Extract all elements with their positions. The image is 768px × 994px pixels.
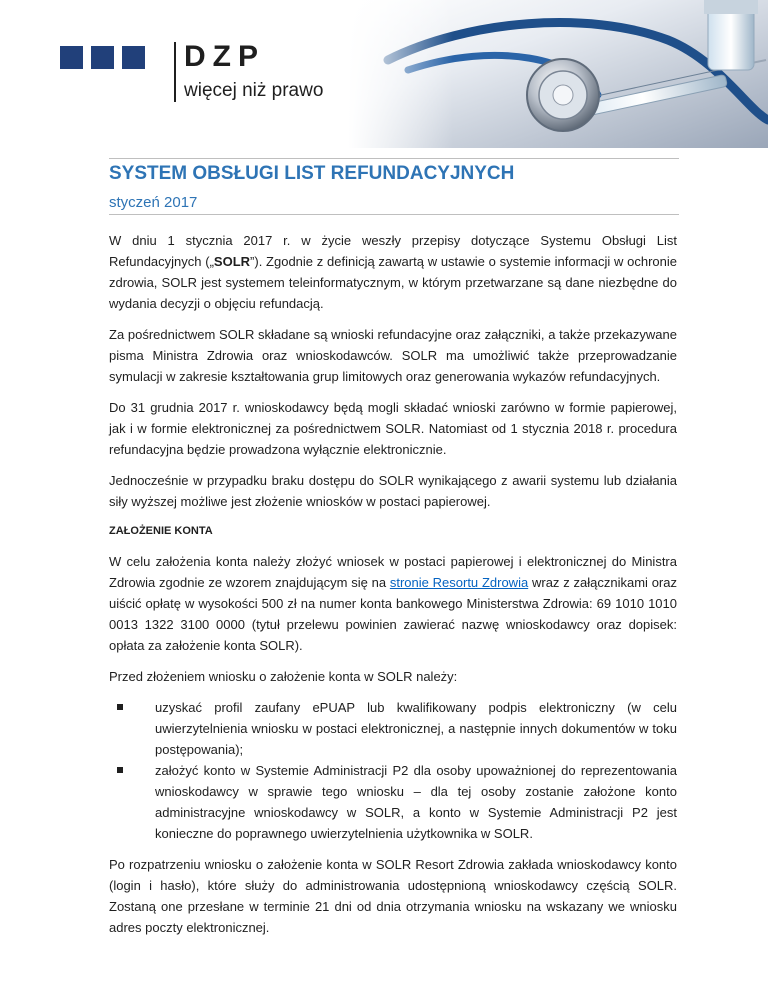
section-paragraph-2: Przed złożeniem wniosku o założenie konta w SOLR należy: — [109, 669, 458, 684]
section-text: wraz z załącznikami oraz uiścić opłatę w wysokości 500 zł na numer konta bankowego Ministerstwa Zdrowia: 69 1010 1010 0013 1322 3100 0000 (tytuł przelewu powinien zawierać nazwę wnioskodawcy oraz dopisek: opłata za założenie konta SOLR). — [109, 575, 677, 653]
header-photo-stethoscope — [348, 0, 768, 148]
section-text: W celu założenia konta należy złożyć wniosek w postaci papierowej i elektronicznej do Ministra Zdrowia zgodnie ze wzorem znajdującym się na — [109, 554, 677, 590]
logo-square-icon — [60, 46, 83, 69]
page-date: styczeń 2017 — [109, 194, 198, 211]
intro-paragraph-2: Za pośrednictwem SOLR składane są wnioski refundacyjne oraz załączniki, a także przekazywane pisma Ministra Zdrowia oraz wnioskodawców. SOLR ma umożliwić także przeprowadzanie symulacji w zakresie kształtowania grup limitowych oraz generowania wykazów refundacyjnych. — [109, 327, 677, 384]
intro-paragraph-4: Jednocześnie w przypadku braku dostępu do SOLR wynikającego z awarii systemu lub działania siły wyższej możliwe jest złożenie wniosków w postaci papierowej. — [109, 473, 677, 509]
solr-abbreviation: SOLR — [213, 254, 251, 269]
stethoscope-illustration-icon — [348, 0, 768, 148]
title-divider-bottom — [109, 214, 679, 215]
square-bullet-icon — [117, 704, 123, 710]
intro-text: W dniu 1 stycznia 2017 r. w życie weszły przepisy dotyczące Systemu Obsługi List Refundacyjnych („ — [109, 233, 677, 269]
section-paragraph-3: Po rozpatrzeniu wniosku o założenie konta w SOLR Resort Zdrowia zakłada wnioskodawcy konto (login i hasło), które służy do administrowania udostępnioną wnioskodawcy częścią SOLR. Zostaną one przesłane w terminie 21 dni od dnia otrzymania wniosku na wskazany we wniosku adres poczty elektronicznej. — [109, 857, 677, 935]
section-heading: ZAŁOŻENIE KONTA — [109, 525, 213, 537]
logo-square-icon — [122, 46, 145, 69]
logo-divider — [174, 42, 176, 102]
page-title: SYSTEM OBSŁUGI LIST REFUNDACYJNYCH — [109, 163, 515, 184]
logo-tagline: więcej niż prawo — [184, 80, 324, 101]
list-item-text: uzyskać profil zaufany ePUAP lub kwalifikowany podpis elektroniczny (w celu uwierzytelnienia wniosku w postaci elektronicznej, a następnie innych dokumentów w toku postępowania); — [155, 700, 677, 757]
intro-paragraph-3: Do 31 grudnia 2017 r. wnioskodawcy będą mogli składać wnioski zarówno w formie papierowej, jak i w formie elektronicznej za pośrednictwem SOLR. Natomiast od 1 stycznia 2018 r. procedura refundacyjna będzie prowadzona wyłącznie elektronicznie. — [109, 400, 677, 457]
intro-paragraph-1 — [109, 230, 677, 314]
square-bullet-icon — [117, 767, 123, 773]
logo-name: DZP — [184, 40, 265, 73]
ministry-website-link[interactable]: stronie Resortu Zdrowia — [389, 575, 529, 590]
title-divider-top — [109, 158, 679, 159]
section-paragraph-1 — [109, 551, 677, 656]
logo-square-icon — [91, 46, 114, 69]
requirements-list — [109, 697, 677, 844]
list-item — [109, 760, 677, 844]
list-item — [109, 697, 677, 760]
intro-text: ”). Zgodnie z definicją zawartą w ustawie o systemie informacji w ochronie zdrowia, SOLR jest systemem teleinformatycznym, w którym przetwarzane są dane niezbędne do wydania decyzji o objęciu refundacją. — [109, 254, 677, 311]
document-body — [109, 230, 677, 948]
list-item-text: założyć konto w Systemie Administracji P2 dla osoby upoważnionej do reprezentowania wnioskodawcy w sprawie tego wniosku – dla tej osoby zostanie założone konto administracyjne wnioskodawcy w SOLR, a konto w Systemie Administracji P2 jest konieczne do poprawnego uwierzytelnienia użytkownika w SOLR. — [155, 763, 677, 841]
